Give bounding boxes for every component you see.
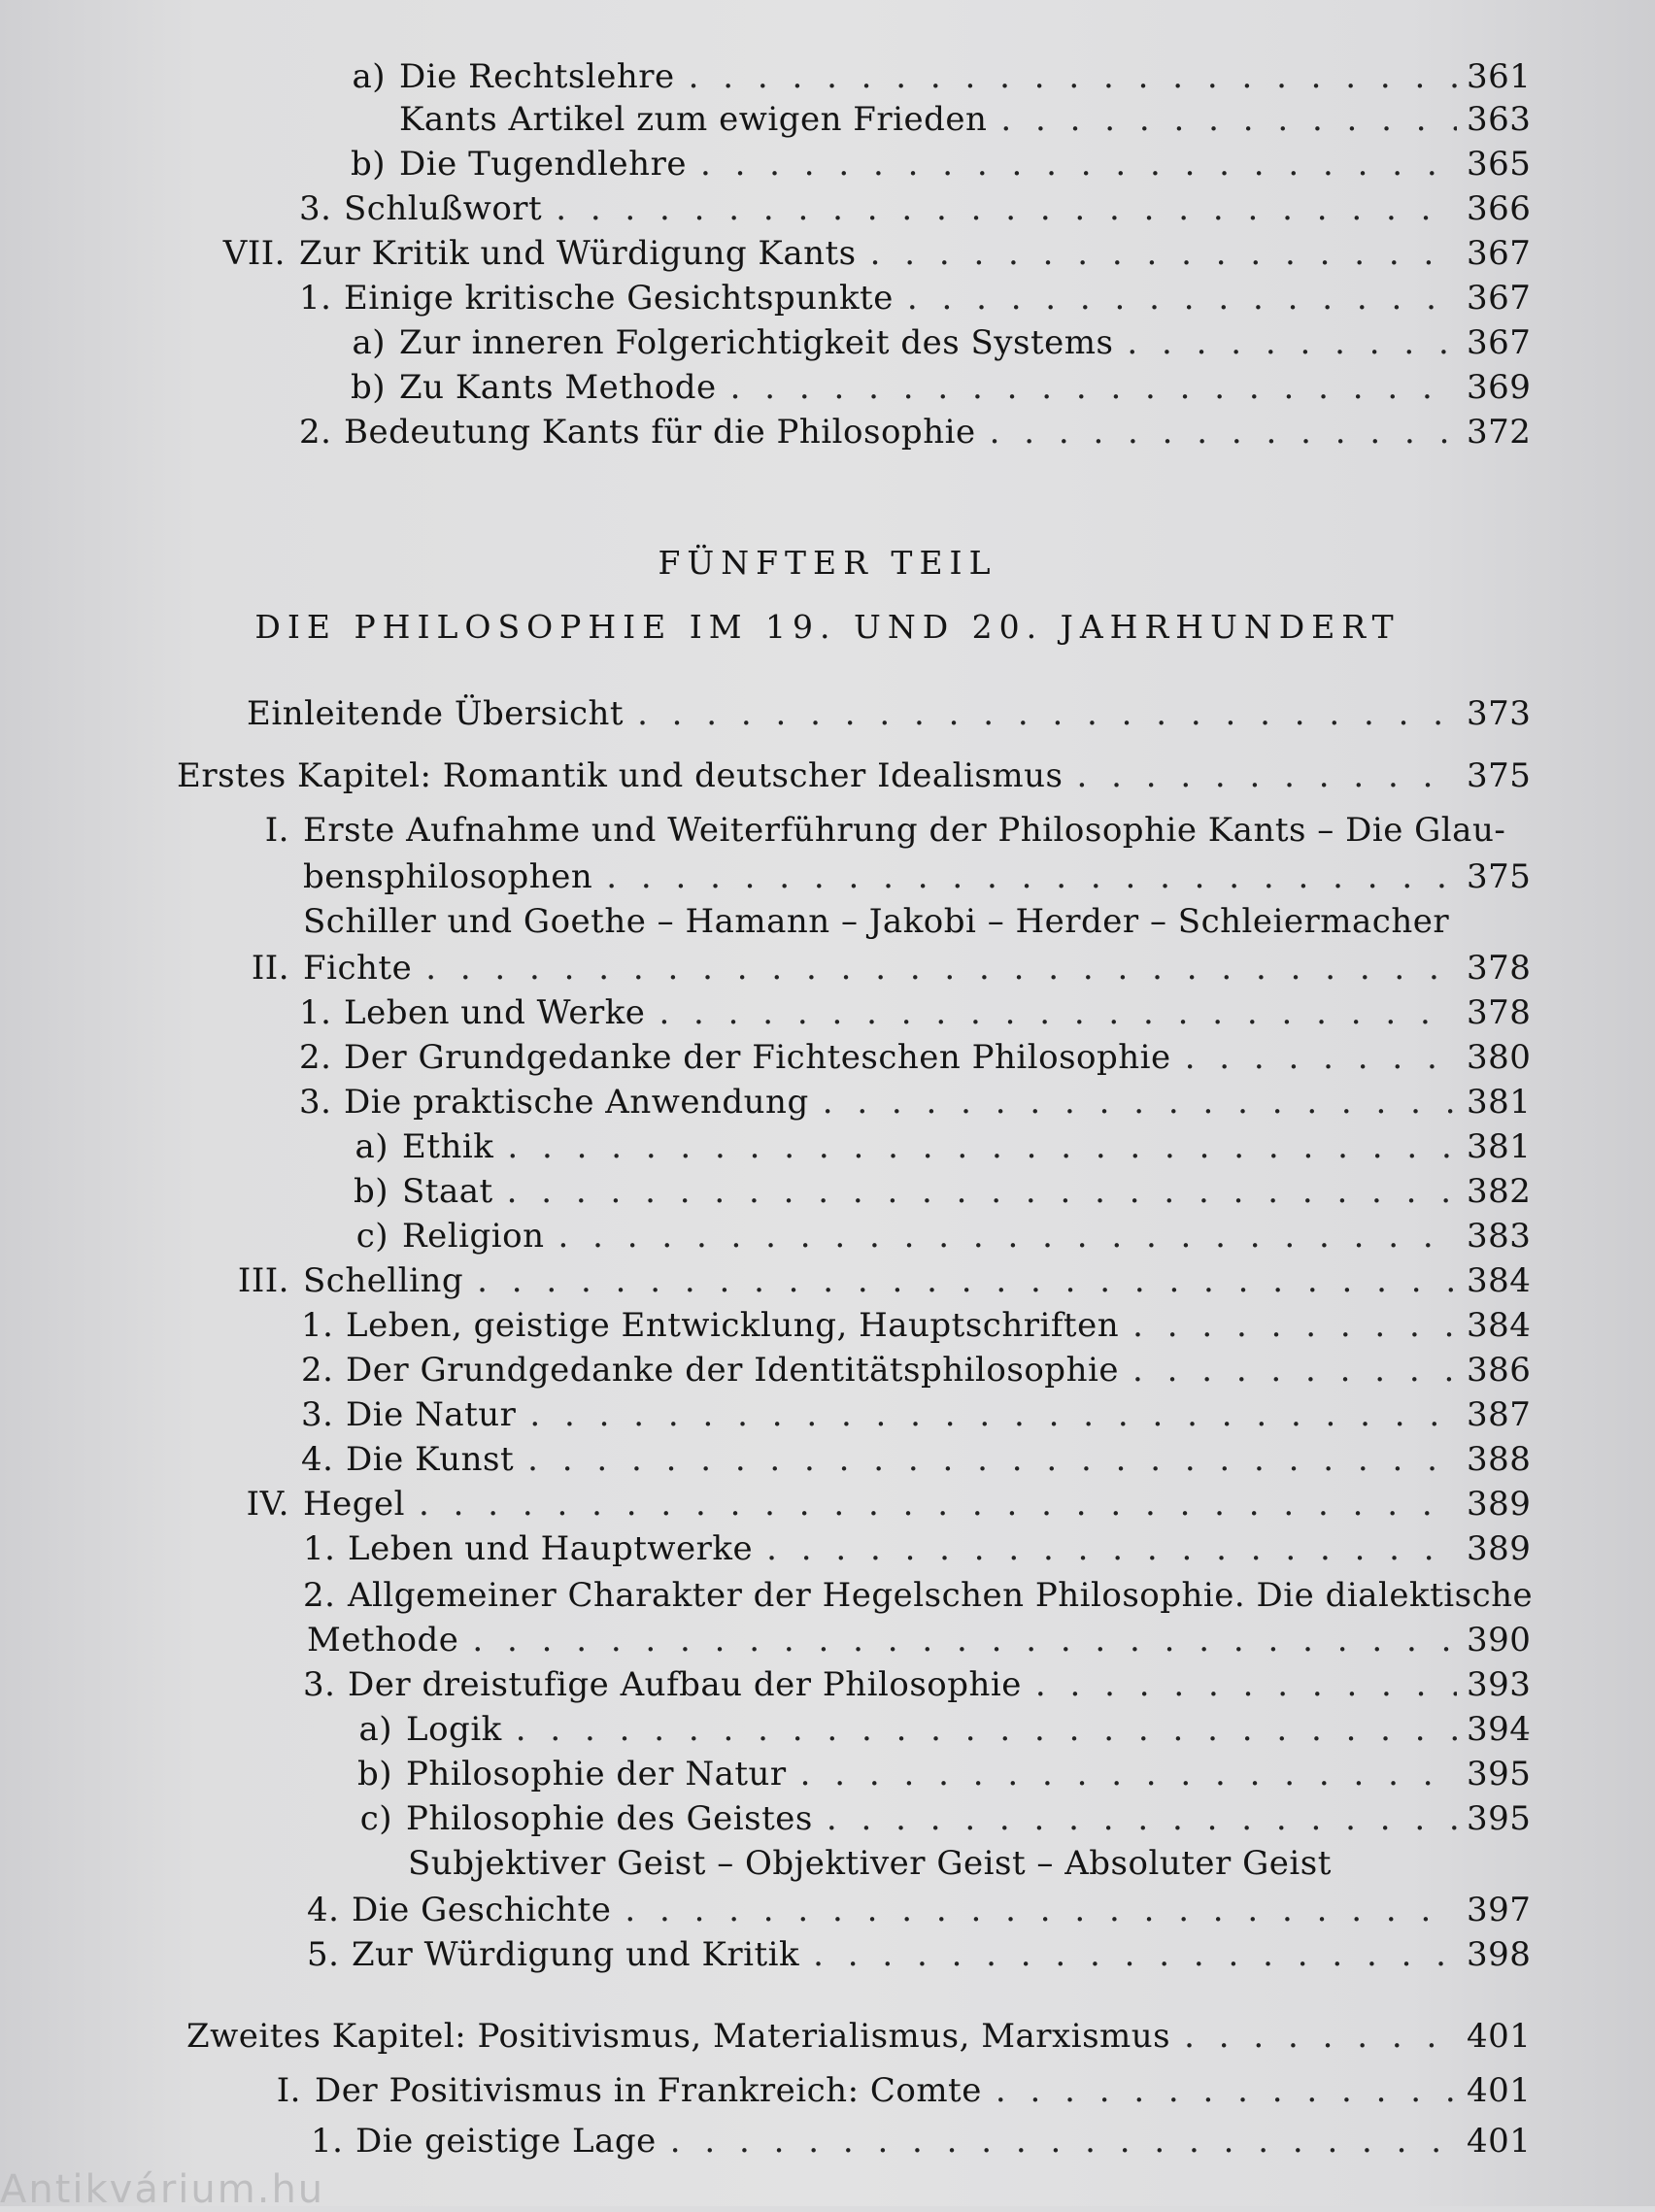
leader-dots	[472, 1618, 1457, 1662]
leader-dots	[670, 2119, 1457, 2163]
toc-entry-wrapped: 2. Allgemeiner Charakter der Hegelschen Philosophie. Die dialektische	[303, 1576, 1534, 1615]
leader-dots	[689, 54, 1457, 99]
toc-entry: 2. Bedeutung Kants für die Philosophie . . . 372	[299, 410, 1525, 454]
leader-dots	[1000, 97, 1457, 142]
leader-dots	[1035, 1662, 1457, 1707]
leader-dots	[516, 1707, 1457, 1752]
toc-entry: I. Der Positivismus in Frankreich: Comte . . . 401	[266, 2068, 1525, 2113]
toc-entry: c) Religion . . . 383	[348, 1214, 1525, 1258]
leader-dots	[477, 1258, 1457, 1303]
toc-entry: b) Die Tugendlehre . . . 365	[345, 142, 1525, 186]
leader-dots	[907, 276, 1457, 320]
leader-dots	[996, 2068, 1457, 2113]
toc-entry: IV. Hegel . . . 389	[229, 1482, 1525, 1526]
toc-entry: 3. Der dreistufige Aufbau der Philosophie . . . 393	[303, 1662, 1525, 1707]
toc-entry: a) Die Rechtslehre . . . 361	[345, 54, 1525, 99]
leader-dots	[659, 990, 1457, 1035]
toc-entry: III. Schelling . . . 384	[216, 1258, 1525, 1303]
leader-dots	[527, 1437, 1457, 1482]
toc-entry: b) Staat . . . 382	[348, 1169, 1525, 1214]
toc-entry: Methode . . . 390	[307, 1618, 1525, 1662]
leader-dots	[1185, 1035, 1457, 1080]
toc-entry: 1. Leben und Werke . . . 378	[299, 990, 1525, 1035]
leader-dots	[419, 1482, 1457, 1526]
leader-dots	[1132, 1348, 1457, 1392]
leader-dots	[700, 142, 1457, 186]
toc-entry: 2. Der Grundgedanke der Identitätsphilosophie . . . 386	[301, 1348, 1525, 1392]
leader-dots	[823, 1080, 1457, 1124]
toc-chapter: Erstes Kapitel: Romantik und deutscher Idealismus . . . 375	[177, 754, 1525, 798]
leader-dots	[625, 1888, 1457, 1932]
toc-entry: 3. Schlußwort . . . 366	[299, 186, 1525, 231]
toc-entry: Einleitende Übersicht . . . 373	[247, 691, 1525, 736]
leader-dots	[1184, 2014, 1457, 2059]
leader-dots	[813, 1932, 1457, 1977]
leader-dots	[529, 1392, 1457, 1437]
leader-dots	[990, 410, 1457, 454]
toc-entry: 2. Der Grundgedanke der Fichteschen Philosophie . . . 380	[299, 1035, 1525, 1080]
watermark: Antikvárium.hu	[0, 2167, 325, 2212]
toc-entry: 3. Die praktische Anwendung . . . 381	[299, 1080, 1525, 1124]
leader-dots	[425, 946, 1457, 990]
leader-dots	[637, 691, 1457, 736]
toc-entry: VII. Zur Kritik und Würdigung Kants . . . 367	[216, 231, 1525, 276]
toc-entry: b) Philosophie der Natur . . . 395	[352, 1752, 1525, 1796]
leader-dots	[556, 186, 1457, 231]
leader-dots	[827, 1796, 1457, 1841]
leader-dots	[730, 365, 1457, 410]
toc-entry: 5. Zur Würdigung und Kritik . . . 398	[307, 1932, 1525, 1977]
toc-entry: b) Zu Kants Methode . . . 369	[345, 365, 1525, 410]
leader-dots	[507, 1169, 1457, 1214]
toc-entry: a) Ethik . . . 381	[348, 1124, 1525, 1169]
toc-entry: II. Fichte . . . 378	[231, 946, 1525, 990]
toc-entry: bensphilosophen . . . 375	[303, 855, 1525, 899]
toc-entry: c) Philosophie des Geistes . . . 395	[352, 1796, 1525, 1841]
part-label: FÜNFTER TEIL	[658, 544, 997, 582]
toc-entry-wrapped: I. Erste Aufnahme und Weiterführung der Philosophie Kants – Die Glau-	[264, 811, 1506, 850]
leader-dots	[557, 1214, 1457, 1258]
leader-dots	[507, 1124, 1457, 1169]
leader-dots	[800, 1752, 1457, 1796]
toc-entry: 1. Die geistige Lage . . . 401	[311, 2119, 1525, 2163]
toc-subnote: Subjektiver Geist – Objektiver Geist – Absoluter Geist	[408, 1844, 1332, 1883]
leader-dots	[606, 855, 1457, 899]
toc-entry: 4. Die Kunst . . . 388	[301, 1437, 1525, 1482]
part-title: DIE PHILOSOPHIE IM 19. UND 20. JAHRHUNDERT	[254, 608, 1401, 646]
leader-dots	[766, 1526, 1457, 1571]
toc-entry: a) Logik . . . 394	[352, 1707, 1525, 1752]
leader-dots	[870, 231, 1457, 276]
toc-entry: 1. Einige kritische Gesichtspunkte . . . 367	[299, 276, 1525, 320]
toc-entry: a) Zur inneren Folgerichtigkeit des Systems . . . 367	[345, 320, 1525, 365]
toc-entry: 1. Leben und Hauptwerke . . . 389	[303, 1526, 1525, 1571]
toc-subnote: Schiller und Goethe – Hamann – Jakobi – Herder – Schleiermacher	[303, 902, 1450, 941]
toc-entry: 4. Die Geschichte . . . 397	[307, 1888, 1525, 1932]
toc-entry: Kants Artikel zum ewigen Frieden . . . 363	[399, 97, 1525, 142]
toc-entry: 1. Leben, geistige Entwicklung, Hauptschriften . . . 384	[301, 1303, 1525, 1348]
leader-dots	[1127, 320, 1457, 365]
toc-entry: 3. Die Natur . . . 387	[301, 1392, 1525, 1437]
leader-dots	[1076, 754, 1457, 798]
toc-chapter: Zweites Kapitel: Positivismus, Materialismus, Marxismus . . . 401	[186, 2014, 1525, 2059]
leader-dots	[1132, 1303, 1457, 1348]
